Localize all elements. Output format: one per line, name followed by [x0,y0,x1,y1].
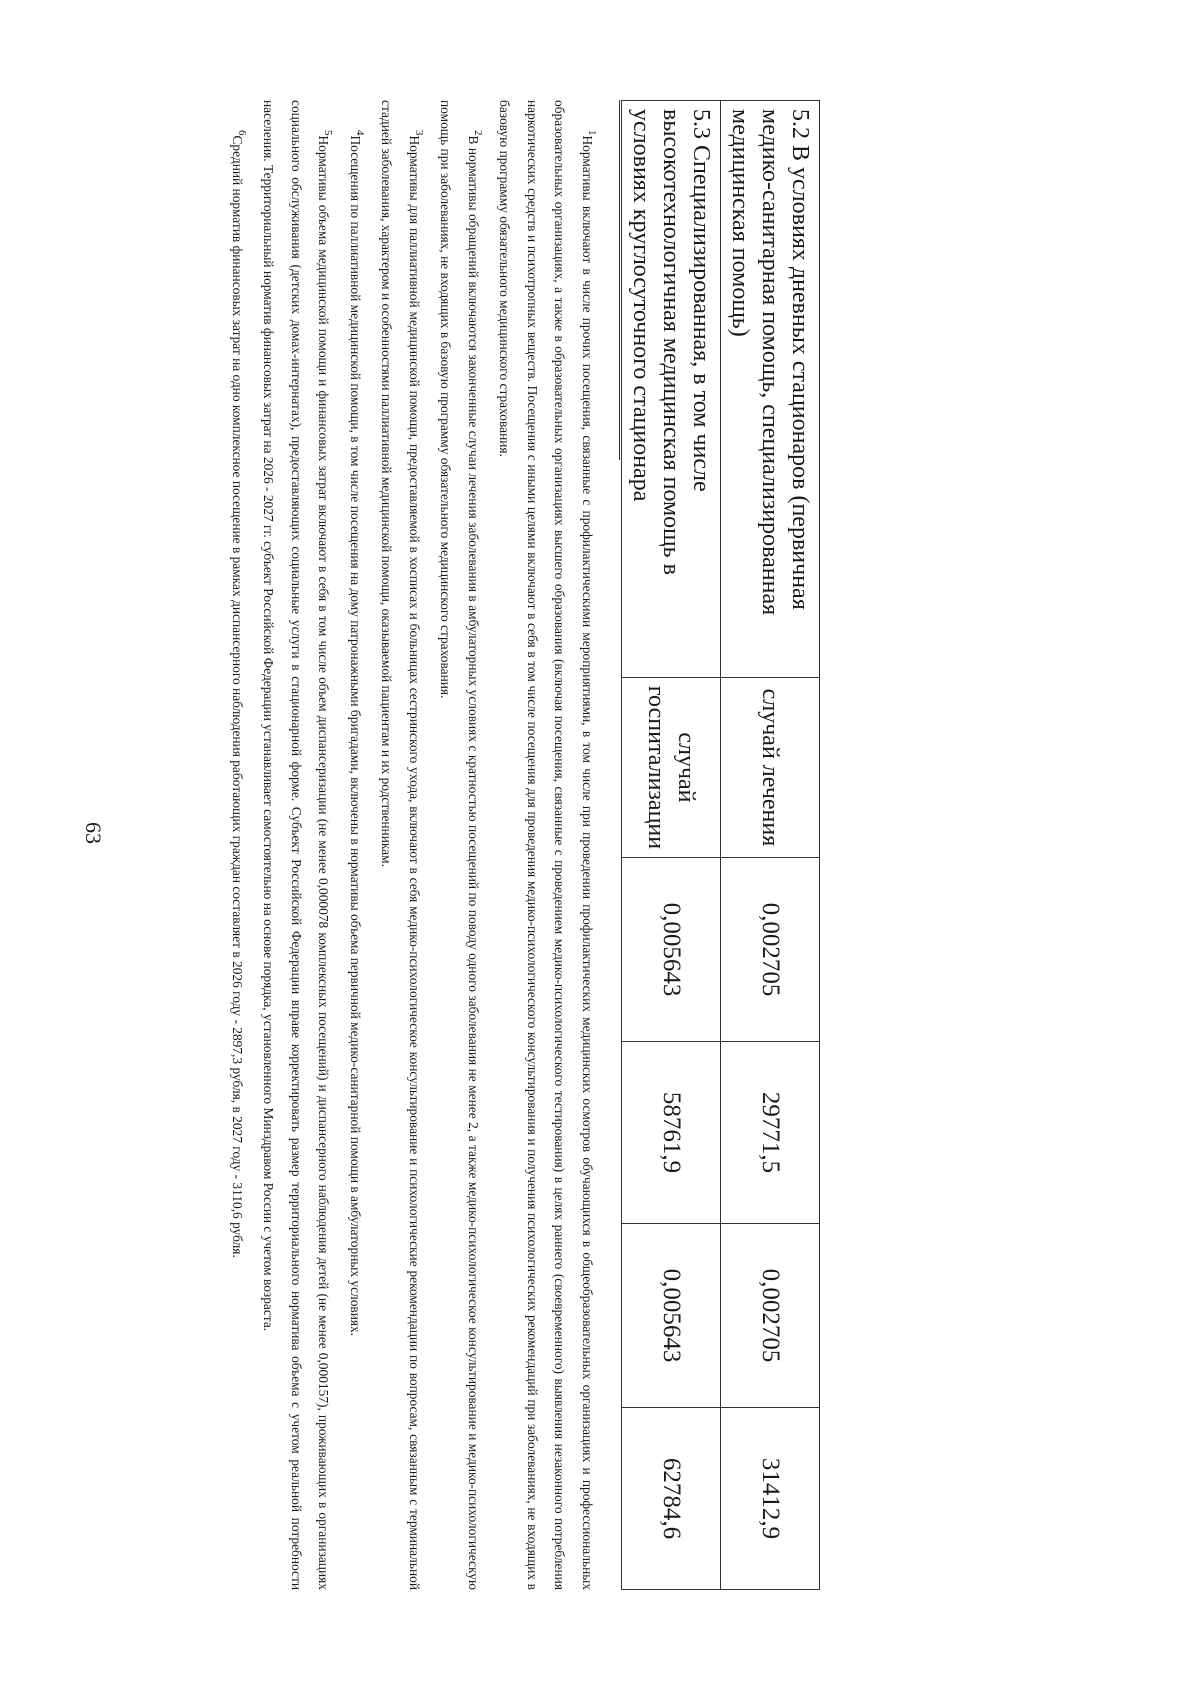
footnote-text: Нормативы для паллиативной медицинской помощи, предоставляемой в хосписах и больницах сестринского ухода, включают в себя медико-психологическое консультирование и психологические рекомендации по вопросам, связанным с терминальной стадией заболевания, характером и особенностями паллиативной медицинской помощи, оказываемой пациентам и их родственникам. [379,100,422,1590]
table-cell-value: 62784,6 [622,1407,721,1589]
footnote-mark: 3 [413,130,425,136]
norms-table [621,100,820,1590]
table-cell-name: 5.3 Специализированная, в том числе высокотехнологичная медицинская помощь в условиях круглосуточного стационара [622,101,721,678]
footnote [224,100,256,1590]
table-cell-name: 5.2 В условиях дневных стационаров (первичная медико-санитарная помощь, специализированная медицинская помощь) [721,101,820,678]
table-cell-value: 29771,5 [721,1042,820,1224]
footnote-mark: 6 [236,130,248,136]
table-cell-value: 0,002705 [721,1224,820,1408]
footnote [432,100,491,1590]
table-cell-unit: случай лечения [721,677,820,857]
footnote [491,100,605,1590]
footnote-text: Посещения по паллиативной медицинской помощи, в том числе посещения на дому патронажными бригадами, включены в нормативы объема первичной медико-санитарной помощи в амбулаторных условиях. [348,135,363,1337]
footnote-text: Нормативы включают в числе прочих посещения, связанные с профилактическими мероприятиями, в том числе при проведении профилактических медицинских осмотров обучающихся в общеобразовательных организациях и профессиональных образовательных организациях, а также в образовательных организациях высшего образования (включая посещения, связанные с проведением медико-психологического тестирования) в целях раннего (своевременного) выявления незаконного потребления наркотических средств и психотропных веществ. Посещения с иными целями включают в себя в том числе посещения для проведения медико-психологического консультирования и получения психологических рекомендаций при заболеваниях, не входящих в базовую программу обязательного медицинского страхования. [497,100,595,1590]
footnotes [224,100,606,1590]
footnote-text: Средний норматив финансовых затрат на одно комплексное посещение в рамках диспансерного наблюдения работающих граждан составляет в 2026 году - 2897,3 рубля, в 2027 году - 3110,6 рубля. [230,135,245,1258]
footnote [342,100,374,1590]
footnote-mark: 1 [586,130,598,136]
footnote-text: В нормативы обращений включаются законченные случаи лечения заболевания в амбулаторных условиях с кратностью посещений по поводу одного заболевания не менее 2, а также медико-психологическое консультирование и медико-психологическую помощь при заболеваниях, не входящих в базовую программу обязательного медицинского страхования. [438,100,481,1590]
footnote [255,100,342,1590]
footnote [373,100,432,1590]
footnote-text: Нормативы объема медицинской помощи и финансовых затрат включают в себя в том числе объем диспансеризации (не менее 0,000078 комплексных посещений) и диспансерного наблюдения детей (не менее 0,000157), проживающих в организациях социального обслуживания (детских домах-интернатах), предоставляющих социальные услуги в стационарной форме. Субъект Российской Федерации вправе корректировать размер территориального норматива объема с учетом реальной потребности населения. Территориальный норматив финансовых затрат на 2026 - 2027 гг. субъект Российской Федерации устанавливает самостоятельно на основе порядка, установленного Минздравом России с учетом возраста. [261,100,332,1590]
table-row [721,101,820,1590]
table-cell-value: 0,005643 [622,858,721,1042]
footnote-separator [619,100,620,460]
table-cell-value: 0,002705 [721,858,820,1042]
footnote-mark: 2 [472,130,484,136]
rotated-page-content [140,100,820,1590]
table-cell-unit: случай госпитализации [622,677,721,857]
table-cell-value: 58761,9 [622,1042,721,1224]
table-cell-value: 31412,9 [721,1407,820,1589]
table-row [622,101,721,1590]
footnote-mark: 5 [322,130,335,136]
table-cell-value: 0,005643 [622,1224,721,1408]
page-number: 63 [81,822,106,844]
footnote-mark: 4 [354,130,366,136]
